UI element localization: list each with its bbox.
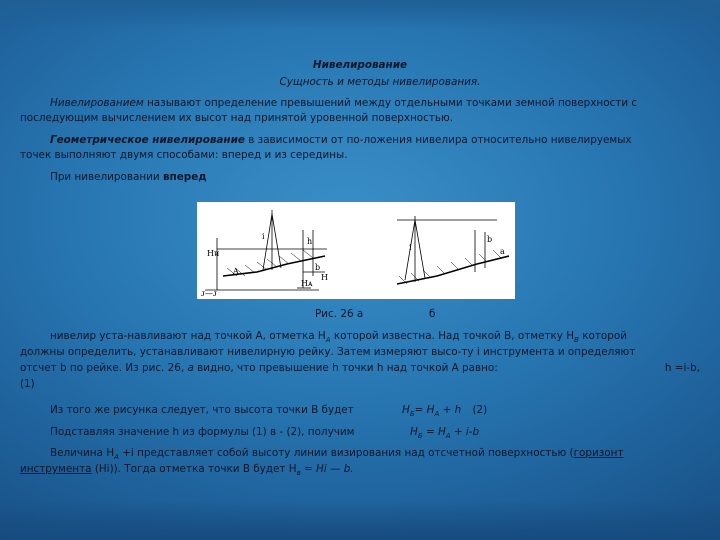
formula-2-sub: Б — [409, 410, 415, 419]
figure-caption-a: Рис. 26 а — [315, 308, 364, 320]
horizon-line1-b: +i представляет собой высоту линии визирования над отсчетной поверхностью ( — [118, 447, 574, 459]
formula-3-mid: = H — [422, 426, 446, 438]
definition-line1: называют определение превышений между отдельными точками земной поверхности с — [143, 97, 638, 109]
paragraph-substitute — [20, 425, 700, 440]
setup-line1-b: которой известна. Над точкой B, отметку H — [330, 330, 575, 342]
formula-2 — [402, 403, 522, 422]
height-b-text: Из того же рисунка следует, что высота точки В будет — [50, 404, 354, 416]
geometric-line1: в зависимости от по-ложения нивелира относительно нивелируемых — [244, 134, 632, 146]
paragraph-setup-line3 — [20, 361, 700, 376]
substitute-text: Подставляя значение h из формулы (1) в - (2), получим — [50, 426, 355, 438]
formula-3-sub2: A — [445, 432, 451, 441]
setup-sub-b: B — [574, 336, 579, 345]
label-hb: H — [321, 273, 328, 282]
setup-sub-a: A — [325, 336, 331, 345]
horizon-line2-end: = Hi — b. — [300, 463, 354, 475]
label-a: A — [233, 267, 239, 276]
forward-bold: вперед — [162, 171, 207, 183]
definition-line2: последующим вычислением их высот над принятой уровенной поверхностью. — [20, 112, 454, 124]
paragraph-horizon-line2 — [20, 462, 700, 481]
instrument-term-link: инструмента — [20, 463, 92, 475]
label-i-right: i — [409, 243, 412, 252]
setup-line3-b: видно, что превышение h точки h над точкой А равно: — [193, 362, 498, 374]
horizon-sub: A — [114, 453, 119, 462]
horizon-line2-sub: в — [296, 469, 301, 478]
formula-2-end: + h — [439, 404, 462, 416]
formula-2-number: (2) — [472, 404, 488, 416]
formula-3-sub: Б — [417, 432, 423, 441]
label-base: ᴊ—ᴊ — [201, 289, 217, 298]
label-a-right: a — [500, 247, 505, 256]
document-title: Нивелирование — [312, 59, 408, 71]
setup-line1-a: нивелир уста-навливают над точкой А, отметка H — [50, 330, 326, 342]
setup-line1-c: которой — [578, 330, 627, 342]
formula-2-sub2: A — [434, 410, 440, 419]
label-i: i — [262, 232, 265, 241]
formula-3-h: H — [410, 426, 418, 438]
formula-3-end: + i-b — [450, 426, 480, 438]
formula-2-h: H — [402, 404, 410, 416]
formula-2-mid: = H — [414, 404, 435, 416]
formula-1: h =i-b, — [664, 362, 700, 374]
horizon-line2-a: (Hi)). Тогда отметка точки B будет H — [91, 463, 297, 475]
label-hi: Hᴎ — [207, 249, 220, 258]
setup-line3-a: отсчет b по рейке. Из рис. 26, — [20, 362, 188, 374]
label-h: h — [307, 237, 313, 246]
label-ha: Hᴀ — [301, 279, 313, 288]
horizon-term-link: горизонт — [573, 447, 624, 459]
geometric-line2: точек выполняют двумя способами: вперед и из середины. — [20, 149, 348, 161]
term-leveling: Нивелированием — [50, 97, 144, 109]
formula-3 — [410, 425, 530, 444]
formula-1-number: (1) — [20, 378, 35, 390]
forward-text: При нивелировании — [50, 171, 163, 183]
setup-line3-it: а — [187, 362, 194, 374]
label-b: b — [315, 263, 321, 272]
setup-line2: должны определить, устанавливают нивелирную рейку. Затем измеряют высо-ту i инструмента и определяют — [20, 346, 636, 358]
document-subtitle: Сущность и методы нивелирования. — [279, 76, 481, 88]
label-b-right: b — [487, 235, 493, 244]
horizon-line1-a: Величина H — [50, 447, 115, 459]
figure-caption-b: б — [429, 308, 436, 320]
paragraph-height-b — [20, 403, 700, 418]
term-geometric-leveling: Геометрическое нивелирование — [50, 134, 245, 146]
